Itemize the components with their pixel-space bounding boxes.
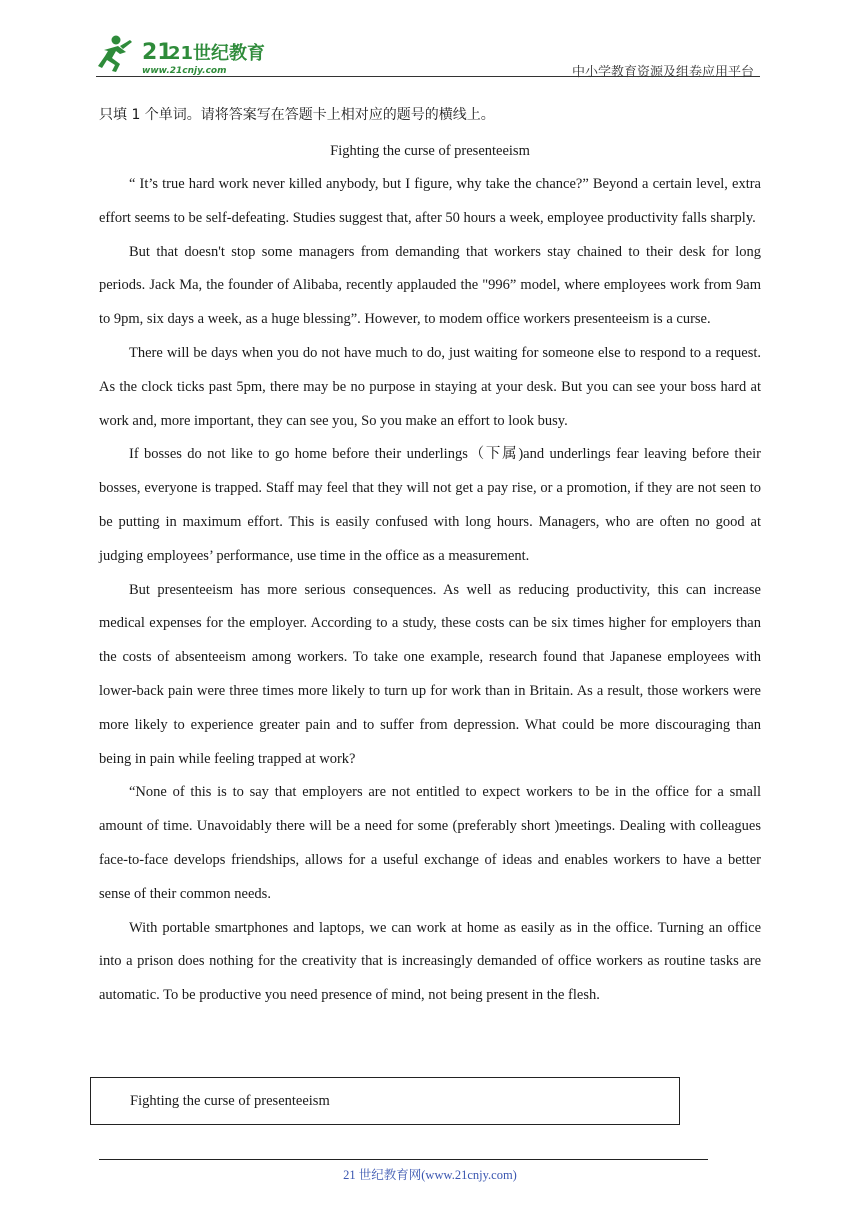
page-header: [96, 32, 760, 78]
paragraph: If bosses do not like to go home before their underlings（下属)and underlings fear leaving before their bosses, everyone is trapped. Staff may feel that they will not get a pay rise, or a promotion, if they are not seen to be putting in maximum effort. This is easily confused with long hours. Managers, who are often no good at judging employees’ performance, use time in the office as a measurement.: [99, 446, 761, 564]
instruction-text: 只填 1 个单词。请将答案写在答题卡上相对应的题号的横线上。: [99, 107, 495, 123]
paragraph: With portable smartphones and laptops, we can work at home as easily as in the office. Turning an office into a prison does nothing for the creativity that is increasingly demanded of office workers as routine tasks are automatic. To be productive you need presence of mind, not being present in the flesh.: [99, 919, 761, 1004]
header-divider: [96, 76, 760, 77]
paragraph: But that doesn't stop some managers from demanding that workers stay chained to their desk for long periods. Jack Ma, the founder of Alibaba, recently applauded the "996” model, where employees work from 9am to 9pm, six days a week, as a huge blessing”. However, to modem office workers presenteeism is a curse.: [99, 243, 761, 328]
svg-text:www.21cnjy.com: www.21cnjy.com: [142, 66, 227, 76]
paragraph: “None of this is to say that employers are not entitled to expect workers to be in the office for a small amount of time. Unavoidably there will be a need for some (preferably short )meetings. Dealing with colleagues face-to-face develops friendships, allows for a useful exchange of ideas and enables workers to have a better sense of their common needs.: [99, 784, 761, 902]
paragraph: But presenteeism has more serious consequences. As well as reducing productivity, this can increase medical expenses for the employer. According to a study, these costs can be six times higher for employers than the costs of absenteeism among workers. To take one example, research found that Japanese employees with lower-back pain were three times more likely to turn up for work than in Britain. As a result, those workers were more likely to experience greater pain and to suffer from depression. What could be more discouraging than being in pain while feeling trapped at work?: [99, 581, 761, 767]
platform-name: 中小学教育资源及组卷应用平台: [571, 65, 754, 80]
site-logo: [96, 32, 266, 78]
svg-text:21世纪教育: 21世纪教育: [168, 43, 266, 64]
passage-title: Fighting the curse of presenteeism: [330, 143, 530, 159]
summary-table-box: [90, 1077, 680, 1125]
summary-table-title: Fighting the curse of presenteeism: [130, 1093, 330, 1109]
document-body: [99, 101, 761, 1013]
footer-divider: [99, 1159, 708, 1160]
footer-text: 21 世纪教育网(www.21cnjy.com): [343, 1168, 517, 1182]
paragraph: “ It’s true hard work never killed anybody, but I figure, why take the chance?” Beyond a certain level, extra effort seems to be self-defeating. Studies suggest that, after 50 hours a week, employee productivity falls sharply.: [99, 176, 761, 226]
svg-text:21: 21: [142, 40, 173, 65]
paragraph: There will be days when you do not have much to do, just waiting for someone else to respond to a request. As the clock ticks past 5pm, there may be no purpose in staying at your desk. But you can see your boss hard at work and, more important, they can see you, So you make an effort to look busy.: [99, 344, 761, 429]
